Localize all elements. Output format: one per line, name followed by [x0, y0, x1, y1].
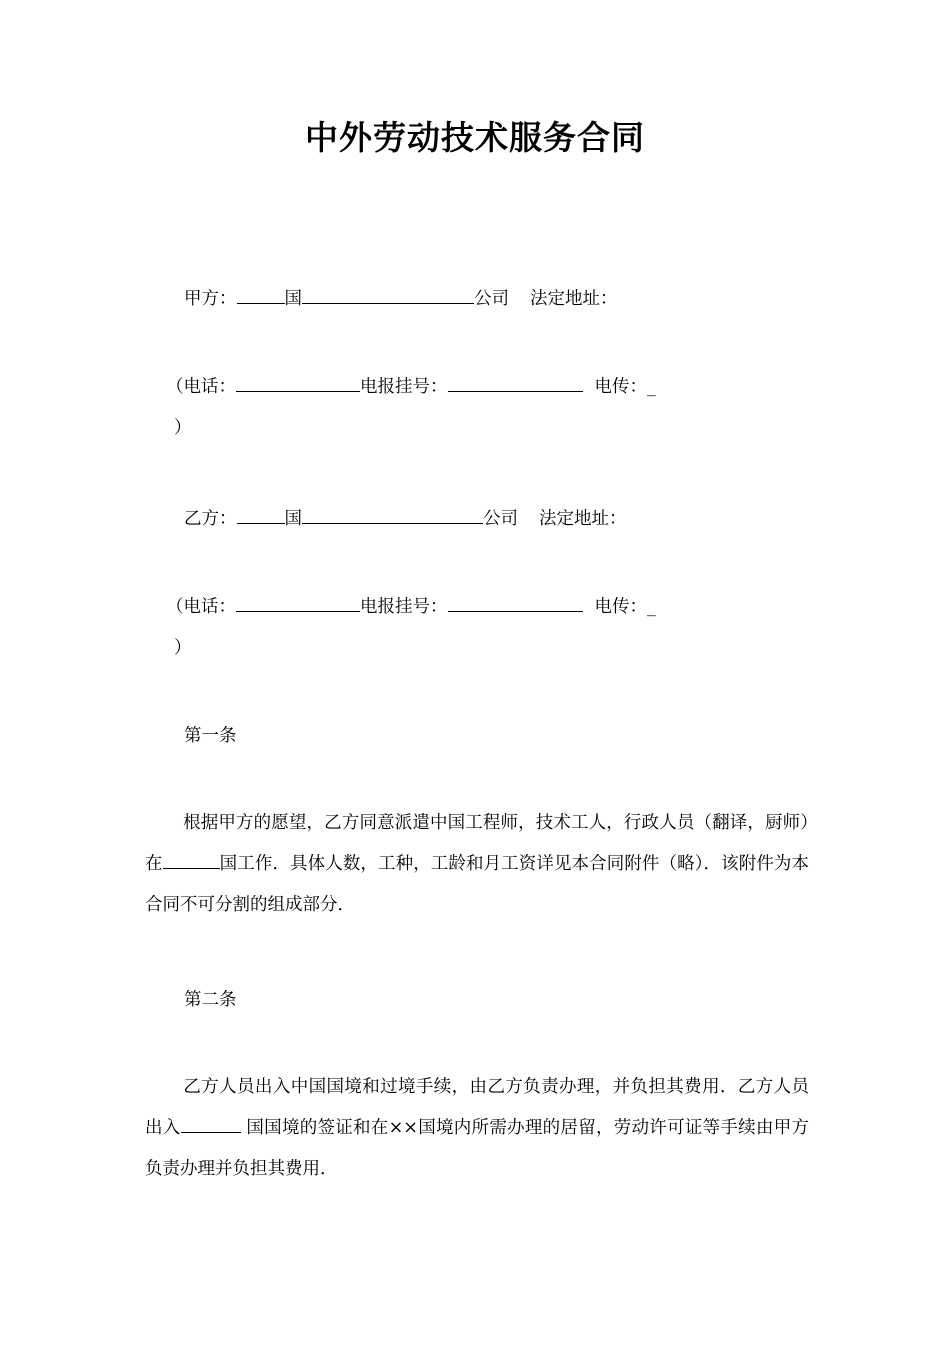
- party-b-phone-label: （电话：: [166, 597, 236, 617]
- article-1-heading: 第一条: [184, 726, 237, 746]
- article-1-text-part2: 国工作．具体人数，工种，工龄和月工资详见本合同附件（略）．该附件为本合同不可分割的组成部分．: [145, 854, 809, 915]
- party-b-phone-blank: [236, 593, 360, 612]
- party-b-country-suffix: 国: [284, 509, 302, 529]
- party-a-phone-blank: [236, 373, 360, 392]
- party-b-telegraph-blank: [448, 593, 583, 612]
- article-2-body: [145, 1067, 809, 1190]
- article-2-text-part2: 国国境的签证和在××国境内所需办理的居留，劳动许可证等手续由甲方负责办理并负担其费用．: [145, 1118, 810, 1179]
- party-b-company-blank: [302, 505, 483, 524]
- party-a-label: 甲方：: [184, 289, 237, 309]
- party-b-contact-line: [166, 593, 656, 619]
- document-title: 中外劳动技术服务合同: [305, 118, 645, 157]
- party-b-fax-label: 电传：_: [594, 597, 656, 617]
- party-a-telegraph-label: 电报挂号：: [360, 377, 448, 397]
- party-b-telegraph-label: 电报挂号：: [360, 597, 448, 617]
- party-a-company-suffix: 公司: [474, 289, 509, 309]
- party-a-address-label: 法定地址：: [530, 289, 618, 309]
- party-b-contact-close: ）: [174, 638, 192, 658]
- party-b-country-blank: [237, 505, 285, 524]
- party-a-country-suffix: 国: [284, 289, 302, 309]
- party-a-company-blank: [302, 285, 474, 304]
- party-b-company-suffix: 公司: [483, 509, 518, 529]
- article-1-text-part1: 根据甲方的愿望，乙方同意派遣中国工程师，技术工人，行政人员（翻译，厨师）在: [145, 813, 809, 874]
- article-1-country-blank: [163, 850, 220, 869]
- party-a-phone-label: （电话：: [166, 377, 236, 397]
- party-a-telegraph-blank: [448, 373, 583, 392]
- party-b-line: [184, 505, 627, 531]
- party-a-contact-close: ）: [174, 418, 192, 438]
- article-2-text-part1: 乙方人员出入中国国境和过境手续，由乙方负责办理，并负担其费用．乙方人员出入: [145, 1077, 809, 1138]
- party-a-country-blank: [237, 285, 285, 304]
- party-a-line: [184, 285, 618, 311]
- party-b-address-label: 法定地址：: [539, 509, 627, 529]
- party-b-label: 乙方：: [184, 509, 237, 529]
- article-2-heading: 第二条: [184, 990, 237, 1010]
- party-a-fax-label: 电传：_: [594, 377, 656, 397]
- article-2-country-blank: [181, 1114, 241, 1133]
- party-a-contact-line: [166, 373, 656, 399]
- article-1-body: [145, 803, 809, 926]
